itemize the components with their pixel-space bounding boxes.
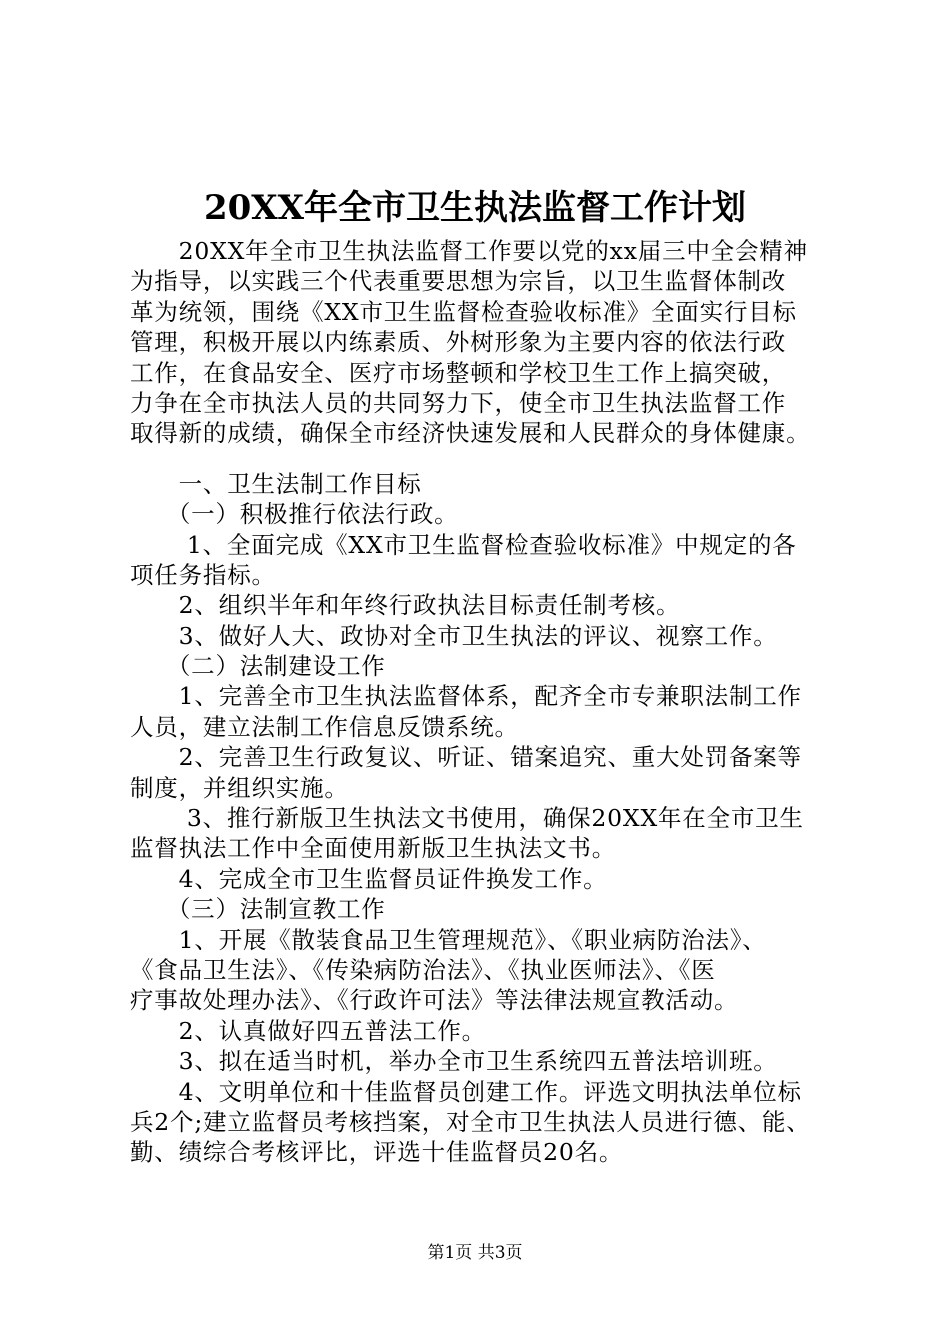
text-line: （三）法制宣教工作 <box>130 895 386 924</box>
text-line: 3、推行新版卫生执法文书使用，确保20XX年在全市卫生 <box>130 804 804 833</box>
text-line: 1、开展《散装食品卫生管理规范》、《职业病防治法》、 <box>130 925 767 954</box>
text-line: 1、完善全市卫生执法监督体系，配齐全市专兼职法制工作 <box>130 682 802 711</box>
text-line: 2、组织半年和年终行政执法目标责任制考核。 <box>130 591 681 620</box>
page-footer: 第1页 共3页 <box>427 1243 523 1263</box>
document-body <box>130 236 850 1168</box>
text-line: 4、文明单位和十佳监督员创建工作。评选文明执法单位标 <box>130 1077 802 1106</box>
text-line: 工作，在食品安全、医疗市场整顿和学校卫生工作上搞突破， <box>130 358 787 387</box>
text-line: 1、全面完成《XX市卫生监督检查验收标准》中规定的各 <box>130 530 797 559</box>
text-line: 人员，建立法制工作信息反馈系统。 <box>130 712 519 741</box>
text-line: 革为统领，围绕《XX市卫生监督检查验收标准》全面实行目标 <box>130 297 797 326</box>
text-line: 3、拟在适当时机，举办全市卫生系统四五普法培训班。 <box>130 1047 778 1076</box>
text-line: （二）法制建设工作 <box>130 652 386 681</box>
text-line: 2、认真做好四五普法工作。 <box>130 1016 486 1045</box>
text-line: 制度，并组织实施。 <box>130 773 349 802</box>
text-line: 4、完成全市卫生监督员证件换发工作。 <box>130 864 608 893</box>
text-line: 20XX年全市卫生执法监督工作要以党的xx届三中全会精神 <box>130 237 808 265</box>
text-line: 取得新的成绩，确保全市经济快速发展和人民群众的身体健康。 <box>130 419 811 448</box>
text-line: 为指导，以实践三个代表重要思想为宗旨，以卫生监督体制改 <box>130 267 787 296</box>
paragraph-gap <box>130 449 850 469</box>
text-line: 《食品卫生法》、《传染病防治法》、《执业医师法》、《医 <box>130 955 716 984</box>
document-title: 20XX年全市卫生执法监督工作计划 <box>203 188 747 228</box>
text-line: 一、卫生法制工作目标 <box>130 469 422 498</box>
text-line: 兵2个;建立监督员考核挡案，对全市卫生执法人员进行德、能、 <box>130 1107 811 1136</box>
text-line: 项任务指标。 <box>130 560 276 589</box>
text-line: 2、完善卫生行政复议、听证、错案追究、重大处罚备案等 <box>130 743 802 772</box>
text-line: 力争在全市执法人员的共同努力下，使全市卫生执法监督工作 <box>130 388 787 417</box>
text-line: 管理，积极开展以内练素质、外树形象为主要内容的依法行政 <box>130 328 787 357</box>
text-line: 勤、绩综合考核评比，评选十佳监督员20名。 <box>130 1138 624 1167</box>
text-line: （一）积极推行依法行政。 <box>130 500 459 529</box>
text-line: 3、做好人大、政协对全市卫生执法的评议、视察工作。 <box>130 621 778 650</box>
text-line: 疗事故处理办法》、《行政许可法》等法律法规宣教活动。 <box>130 986 739 1015</box>
text-line: 监督执法工作中全面使用新版卫生执法文书。 <box>130 834 616 863</box>
